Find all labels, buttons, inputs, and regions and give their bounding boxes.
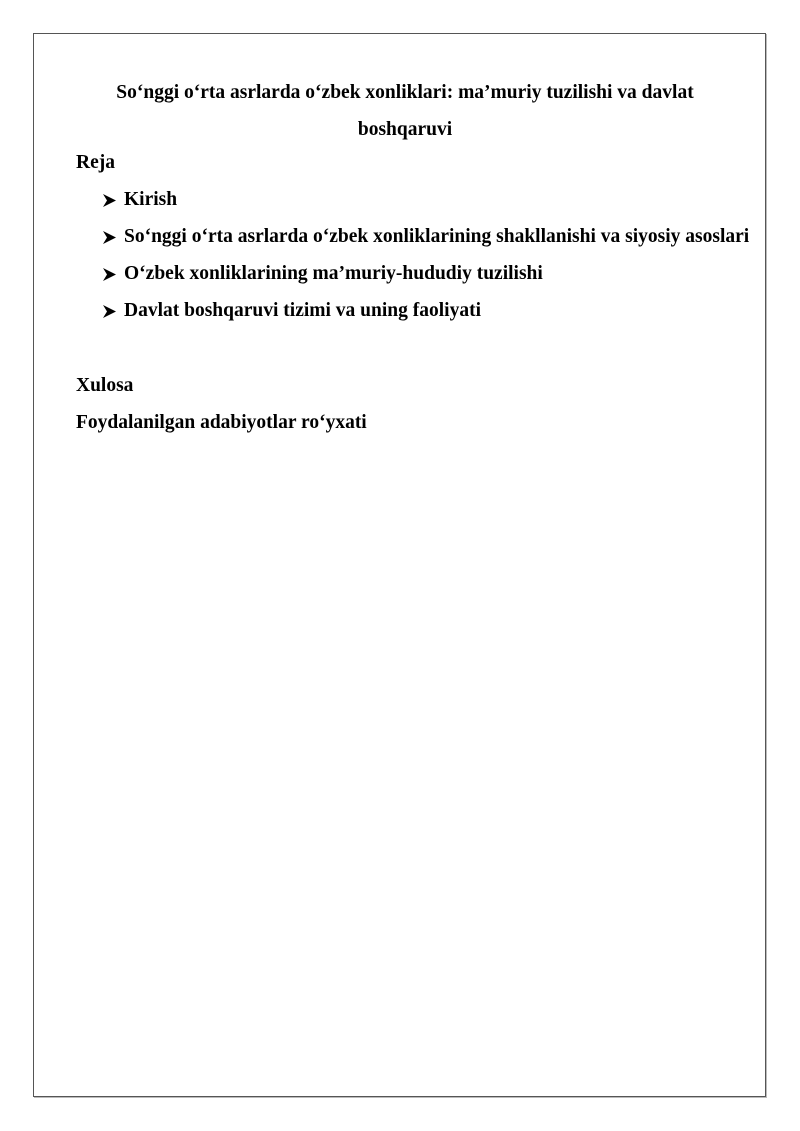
references-heading: Foydalanilgan adabiyotlar ro‘yxati [76, 412, 367, 433]
plan-item-formation [102, 218, 762, 255]
arrowhead-bullet-icon [102, 218, 120, 255]
plan-item-state-governance [102, 292, 762, 329]
arrowhead-bullet-icon [102, 255, 120, 292]
plan-heading: Reja [76, 152, 115, 173]
plan-item-introduction [102, 181, 762, 218]
plan-item-label: Kirish [124, 189, 178, 210]
plan-item-label: Davlat boshqaruvi tizimi va uning faoliyati [124, 300, 481, 321]
plan-item-administrative-structure [102, 255, 762, 292]
plan-list [102, 181, 762, 329]
document-title: So‘nggi o‘rta asrlarda o‘zbek xonliklari: ma’muriy tuzilishi va davlat boshqaruvi [116, 82, 694, 140]
conclusion-heading: Xulosa [76, 375, 134, 396]
plan-item-label: O‘zbek xonliklarining ma’muriy-hududiy tuzilishi [124, 263, 543, 284]
arrowhead-bullet-icon [102, 292, 120, 329]
arrowhead-bullet-icon [102, 181, 120, 218]
plan-item-label: So‘nggi o‘rta asrlarda o‘zbek xonliklarining shakllanishi va siyosiy asoslari [124, 226, 750, 247]
